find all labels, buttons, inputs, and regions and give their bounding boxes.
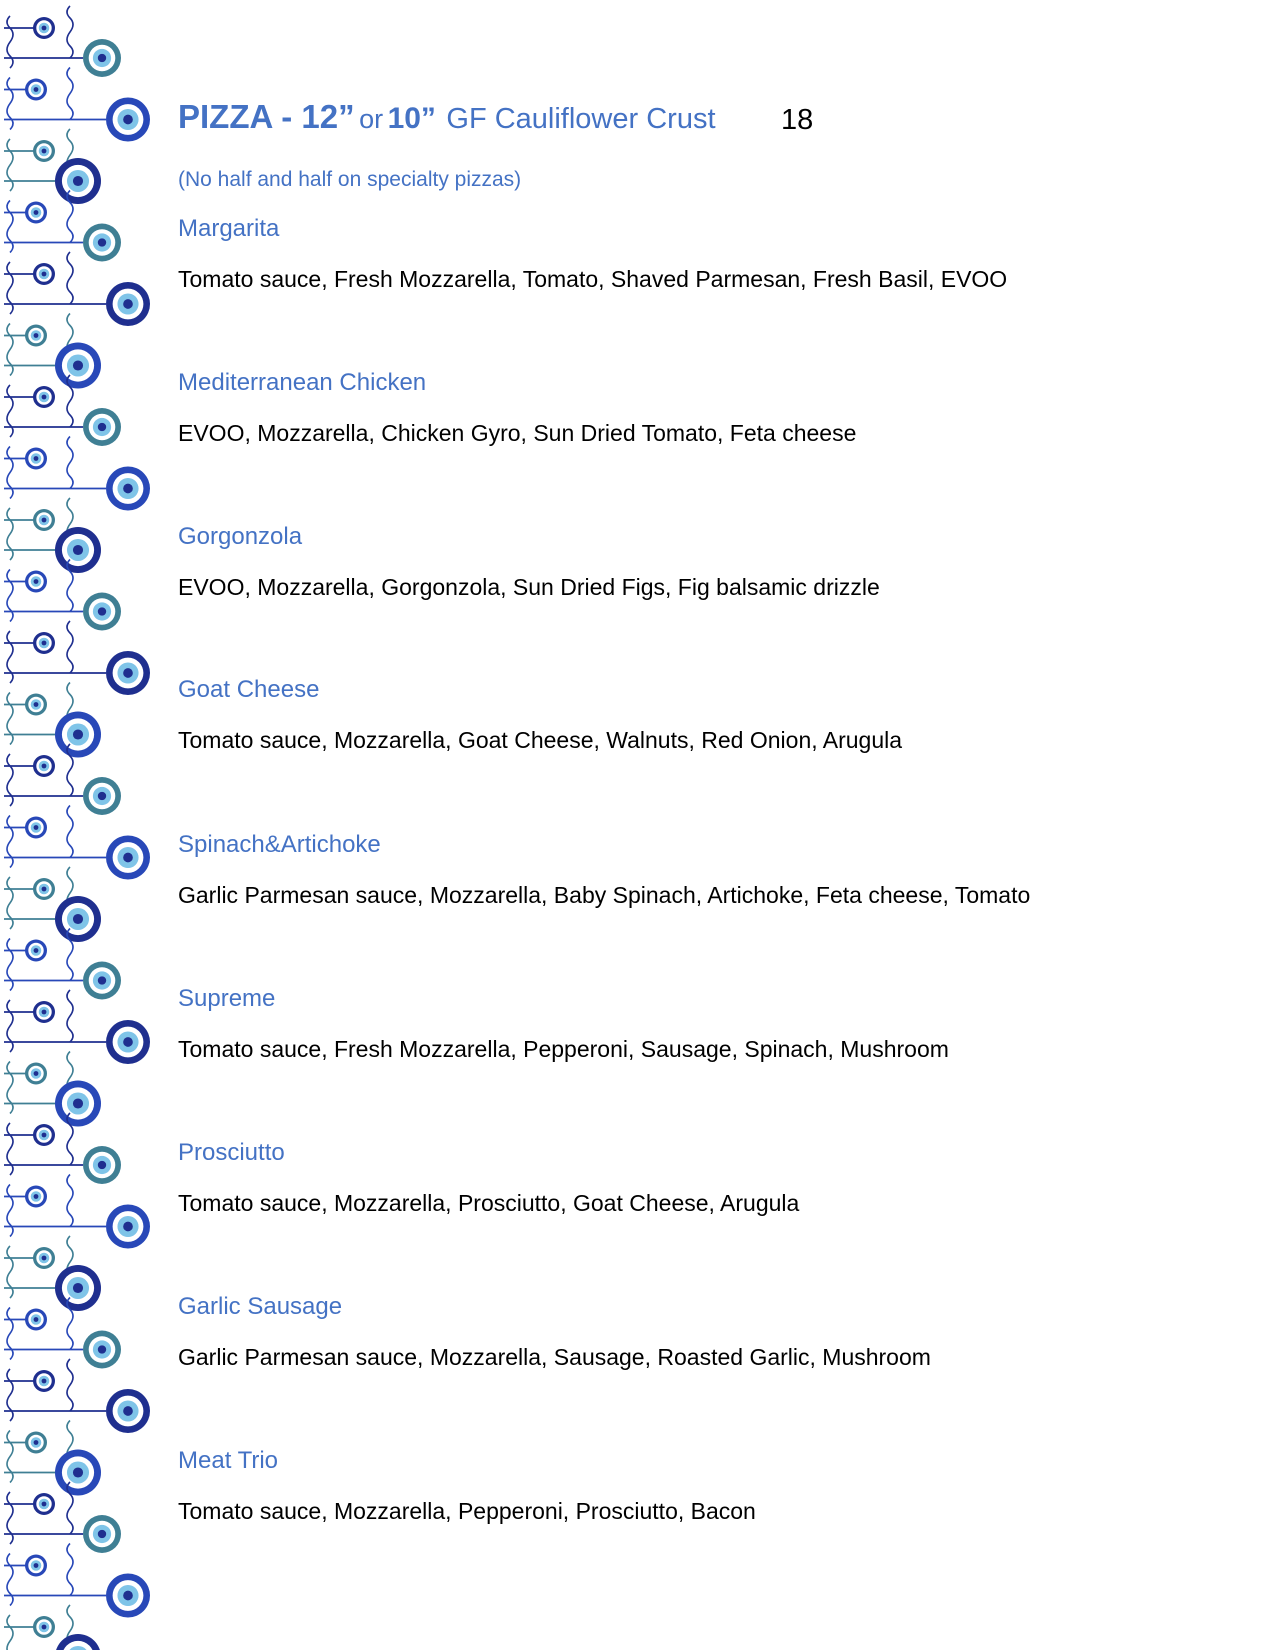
evil-eye-icon (55, 1081, 101, 1127)
evil-eye-icon (33, 1124, 55, 1146)
item-name: Prosciutto (178, 1139, 285, 1166)
evil-eye-icon (33, 878, 55, 900)
evil-eye-icon (55, 712, 101, 758)
swirl-ornament (7, 447, 13, 499)
swirl-ornament (7, 1062, 13, 1114)
evil-eye-icon (106, 651, 150, 695)
item-name: Margarita (178, 215, 280, 242)
item-description: EVOO, Mozzarella, Gorgonzola, Sun Dried Figs, Fig balsamic drizzle (178, 574, 880, 600)
swirl-ornament (7, 631, 13, 683)
evil-eye-icon (25, 202, 47, 224)
swirl-ornament (7, 16, 13, 68)
evil-eye-icon (55, 527, 101, 573)
item-name: Supreme (178, 985, 276, 1012)
price: 18 (781, 104, 814, 136)
title-main: PIZZA - 12” (178, 98, 355, 135)
evil-eye-icon (55, 896, 101, 942)
item-description: Tomato sauce, Mozzarella, Pepperoni, Prosciutto, Bacon (178, 1498, 756, 1524)
evil-eye-icon (83, 1146, 121, 1184)
evil-eye-icon (106, 282, 150, 326)
swirl-ornament (7, 1369, 13, 1421)
specialty-note: (No half and half on specialty pizzas) (178, 168, 522, 191)
swirl-ornament (7, 1554, 13, 1606)
evil-eye-icon (83, 408, 121, 446)
evil-eye-icon (33, 140, 55, 162)
swirl-ornament (7, 262, 13, 314)
swirl-ornament (7, 570, 13, 622)
swirl-ornament (67, 6, 73, 58)
evil-eye-icon (106, 836, 150, 880)
evil-eye-icon (25, 1309, 47, 1331)
swirl-ornament (7, 1123, 13, 1175)
evil-eye-icon (106, 1389, 150, 1433)
swirl-ornament (67, 1359, 73, 1411)
swirl-ornament (67, 1175, 73, 1227)
evil-eye-icon (25, 694, 47, 716)
swirl-ornament (7, 1492, 13, 1544)
evil-eye-icon (33, 509, 55, 531)
swirl-ornament (67, 437, 73, 489)
swirl-ornament (67, 1544, 73, 1596)
swirl-ornament (7, 939, 13, 991)
swirl-ornament (7, 78, 13, 130)
evil-eye-icon (55, 1634, 101, 1650)
evil-eye-icon (83, 1331, 121, 1369)
evil-eye-icon (106, 1574, 150, 1618)
swirl-ornament (67, 68, 73, 120)
evil-eye-border (0, 0, 160, 1650)
evil-eye-icon (25, 1555, 47, 1577)
evil-eye-icon (55, 158, 101, 204)
evil-eye-icon (25, 79, 47, 101)
swirl-ornament (7, 754, 13, 806)
item-description: Tomato sauce, Mozzarella, Prosciutto, Goat Cheese, Arugula (178, 1190, 800, 1216)
title-size: 10” (387, 102, 436, 135)
swirl-ornament (67, 621, 73, 673)
item-name: Goat Cheese (178, 676, 320, 703)
item-description: EVOO, Mozzarella, Chicken Gyro, Sun Dried Tomato, Feta cheese (178, 420, 857, 446)
menu-item (178, 1290, 1238, 1372)
swirl-ornament (7, 877, 13, 929)
swirl-ornament (7, 1246, 13, 1298)
evil-eye-icon (25, 1063, 47, 1085)
item-name: Meat Trio (178, 1447, 279, 1474)
item-description: Tomato sauce, Fresh Mozzarella, Pepperoni, Sausage, Spinach, Mushroom (178, 1036, 949, 1062)
evil-eye-icon (33, 386, 55, 408)
item-name: Mediterranean Chicken (178, 369, 427, 396)
swirl-ornament (7, 1431, 13, 1483)
item-description: Garlic Parmesan sauce, Mozzarella, Baby Spinach, Artichoke, Feta cheese, Tomato (178, 882, 1031, 908)
evil-eye-icon (33, 632, 55, 654)
swirl-ornament (7, 385, 13, 437)
swirl-ornament (7, 1000, 13, 1052)
item-name: Garlic Sausage (178, 1293, 343, 1320)
menu-item (178, 673, 1238, 755)
evil-eye-icon (33, 755, 55, 777)
evil-eye-icon (25, 448, 47, 470)
swirl-ornament (7, 324, 13, 376)
swirl-ornament (67, 252, 73, 304)
title-crust: GF Cauliflower Crust (446, 103, 716, 135)
evil-eye-icon (25, 940, 47, 962)
menu-item (178, 982, 1238, 1064)
evil-eye-icon (106, 1020, 150, 1064)
evil-eye-icon (25, 1432, 47, 1454)
evil-eye-icon (33, 1370, 55, 1392)
swirl-ornament (7, 816, 13, 868)
evil-eye-icon (25, 1186, 47, 1208)
item-description: Garlic Parmesan sauce, Mozzarella, Sausage, Roasted Garlic, Mushroom (178, 1344, 931, 1370)
page-title (178, 98, 814, 136)
swirl-ornament (7, 508, 13, 560)
swirl-ornament (67, 990, 73, 1042)
item-name: Spinach&Artichoke (178, 831, 381, 858)
evil-eye-icon (55, 1265, 101, 1311)
evil-eye-icon (83, 962, 121, 1000)
evil-eye-icon (25, 817, 47, 839)
swirl-ornament (7, 139, 13, 191)
evil-eye-icon (106, 1205, 150, 1249)
menu-item (178, 212, 1238, 294)
swirl-ornament (7, 1185, 13, 1237)
menu-item (178, 366, 1238, 448)
title-or: or (359, 104, 384, 134)
evil-eye-icon (33, 1247, 55, 1269)
evil-eye-icon (33, 263, 55, 285)
swirl-ornament (67, 806, 73, 858)
evil-eye-icon (55, 1450, 101, 1496)
menu-item (178, 520, 1238, 602)
item-description: Tomato sauce, Mozzarella, Goat Cheese, Walnuts, Red Onion, Arugula (178, 727, 903, 753)
evil-eye-icon (83, 1515, 121, 1553)
evil-eye-icon (33, 17, 55, 39)
swirl-ornament (7, 1615, 13, 1650)
swirl-ornament (7, 693, 13, 745)
menu-item (178, 828, 1238, 910)
item-description: Tomato sauce, Fresh Mozzarella, Tomato, Shaved Parmesan, Fresh Basil, EVOO (178, 266, 1008, 292)
evil-eye-icon (106, 467, 150, 511)
evil-eye-icon (33, 1001, 55, 1023)
evil-eye-icon (83, 39, 121, 77)
item-name: Gorgonzola (178, 523, 303, 550)
evil-eye-icon (33, 1493, 55, 1515)
menu-item (178, 1136, 1238, 1218)
evil-eye-icon (83, 777, 121, 815)
evil-eye-icon (33, 1616, 55, 1638)
swirl-ornament (7, 1308, 13, 1360)
evil-eye-icon (83, 593, 121, 631)
swirl-ornament (7, 201, 13, 253)
evil-eye-icon (83, 224, 121, 262)
evil-eye-icon (106, 98, 150, 142)
evil-eye-icon (55, 343, 101, 389)
menu-item (178, 1444, 1238, 1526)
evil-eye-icon (25, 325, 47, 347)
evil-eye-icon (25, 571, 47, 593)
